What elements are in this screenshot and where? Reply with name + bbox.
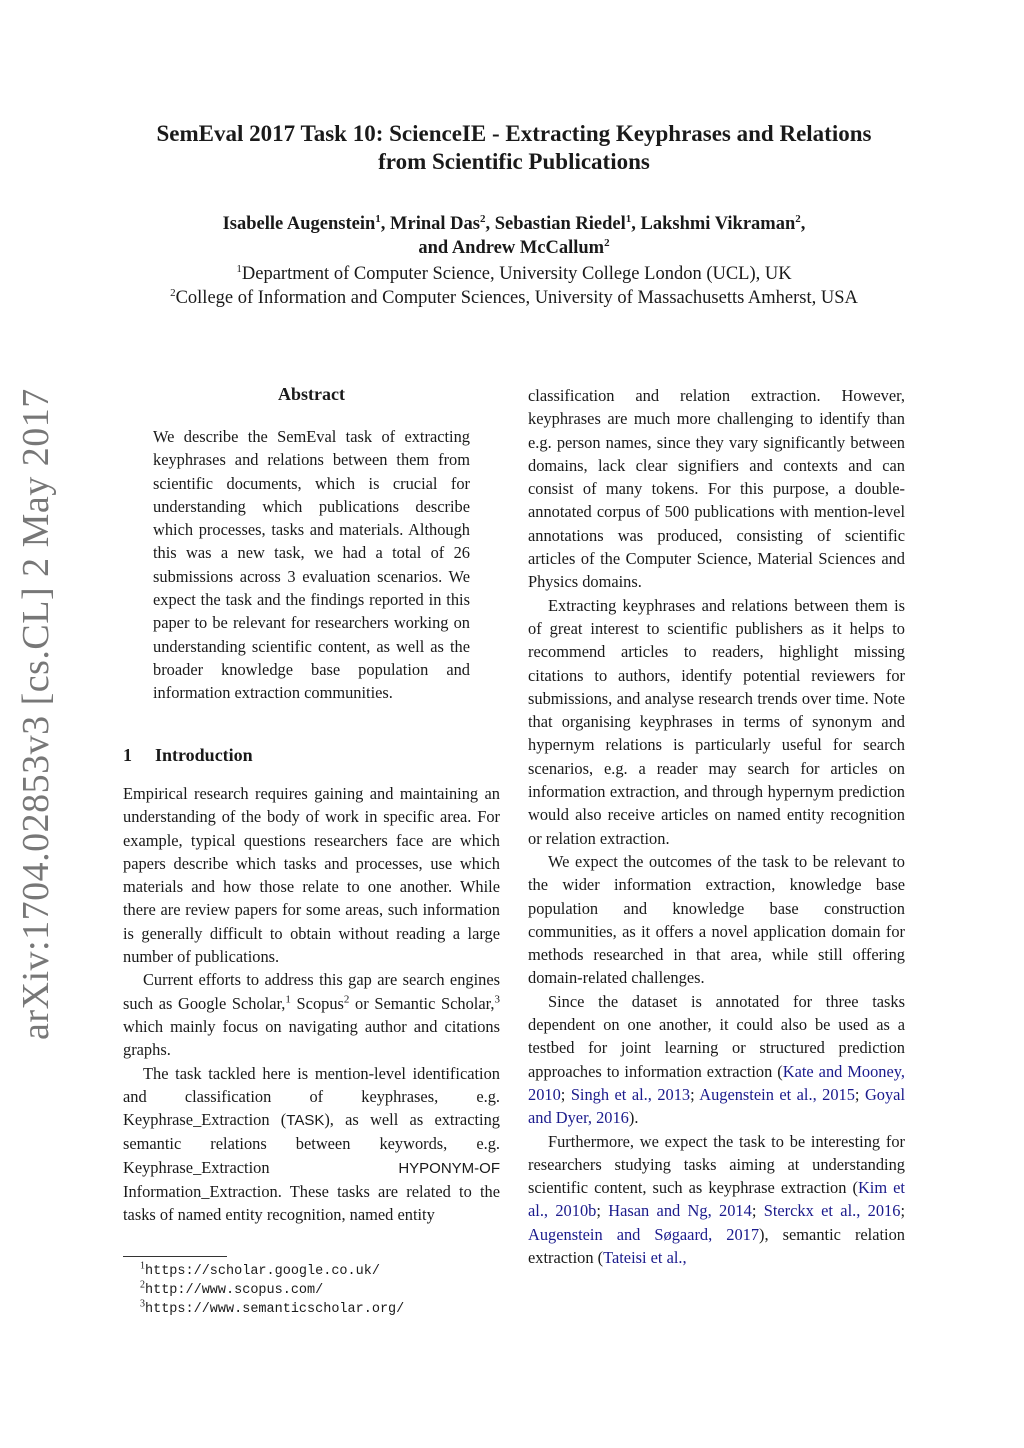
affil-mark: 1 (625, 212, 632, 225)
citation-link[interactable]: Goyal and Dyer, 2016 (528, 1084, 906, 1128)
affil-mark: 2 (604, 236, 610, 249)
abstract-heading: Abstract (278, 384, 345, 404)
author-line-2 (110, 236, 918, 260)
citation-link[interactable]: Tateisi et al., (603, 1247, 687, 1267)
right-paragraph-5 (528, 1130, 905, 1270)
author-name: , Mrinal Das (380, 214, 480, 234)
citation-separator: ; (751, 1201, 764, 1221)
citation-link[interactable]: Augenstein et al., 2015 (699, 1084, 855, 1104)
paper-title (110, 120, 918, 176)
citation-separator: ; (854, 1084, 865, 1104)
text-run: ), semantic relation extraction ( (528, 1224, 906, 1267)
footnote-url[interactable]: http://www.scopus.com/ (145, 1283, 324, 1298)
affiliation-ucl (110, 262, 918, 286)
abstract-text: We describe the SemEval task of extracting keyphrases and relations between them from scientific documents, which is crucial for understanding which publications describe which processes, tasks and materials. Although this was a new task, we had a total of 26 submissions across 3 evaluation scenarios. We expect the task and the findings reported in this paper to be relevant for researchers working on understanding scientific content, as well as the broader knowledge base population and information extraction communities. (153, 427, 470, 703)
right-column-body (528, 384, 905, 1269)
footnote-url[interactable]: https://www.semanticscholar.org/ (145, 1302, 405, 1317)
citation-link[interactable]: Kate and Mooney, 2010 (528, 1061, 905, 1104)
author-separator: , (800, 214, 806, 234)
footnote-2[interactable] (140, 1281, 404, 1300)
footnote-mark: 1 (285, 993, 291, 1006)
footnote-url[interactable]: https://scholar.google.co.uk/ (145, 1264, 380, 1279)
author-name: and Andrew McCallum (418, 238, 605, 258)
citation-link[interactable]: Kim et al., 2010b (528, 1178, 905, 1221)
text-run: Furthermore, we expect the task to be interesting for researchers studying tasks aiming at understanding scientific content, such as keyphrase extraction ( (528, 1131, 905, 1198)
intro-paragraph-3 (123, 1062, 500, 1227)
citation-link[interactable]: Hasan and Ng, 2014 (608, 1201, 752, 1221)
author-name: Isabelle Augenstein (222, 214, 376, 234)
label-hyponym-of: HYPONYM-OF (398, 1159, 500, 1177)
citation-separator: ; (900, 1201, 906, 1221)
citation-link[interactable]: Augenstein and Søgaard, 2017 (528, 1224, 760, 1244)
affil-text: College of Information and Computer Sciences, University of Massachusetts Amherst, USA (175, 288, 858, 308)
label-task: TASK (286, 1112, 325, 1130)
intro-paragraph-2 (123, 968, 500, 1061)
right-paragraph-1: classification and relation extraction. However, keyphrases are much more challenging to identify than e.g. person names, since they vary significantly between domains, lack clear signifiers and contexts and can consist of many tokens. For this purpose, a double-annotated corpus of 500 publications with mention-level annotations was produced, consisting of scientific articles of the Computer Science, Material Sciences and Physics domains. (528, 386, 905, 592)
intro-paragraph-1: Empirical research requires gaining and maintaining an understanding of the body of work in specific area. For example, typical questions researchers face are which papers describe which tasks and processes, use which materials and how those relate to one another. While there are review papers for some areas, such information is generally difficult to obtain without reading a large number of publications. (123, 784, 500, 967)
text-run: Current efforts to address this gap are search engines such as Google Scholar, (123, 970, 500, 1013)
affil-text: Department of Computer Science, University College London (UCL), UK (241, 264, 792, 284)
footnote-3[interactable] (140, 1300, 404, 1319)
text-run: Scopus (290, 993, 344, 1013)
footnote-number: 2 (140, 1279, 145, 1291)
right-paragraph-2: Extracting keyphrases and relations between them is of great interest to scientific publishers as it helps to recommend articles to readers, highlight missing citations to authors, identify potential reviewers for submissions, and analyse research trends over time. Note that organising keyphrases in terms of synonym and hypernym relations is particularly useful for search scenarios, e.g. a reader may search for articles on information extraction, and through hypernym prediction would also receive articles on named entity recognition or relation extraction. (528, 595, 905, 848)
abstract-body (153, 425, 470, 705)
text-run: which mainly focus on navigating author and citations graphs. (123, 1016, 500, 1060)
author-name: , Lakshmi Vikraman (631, 214, 796, 234)
footnote-1[interactable] (140, 1262, 404, 1281)
text-run: Information_Extraction. These tasks are related to the tasks of named entity recognition, named entity (123, 1182, 500, 1225)
affiliation-umass (110, 286, 918, 310)
arxiv-stamp: arXiv:1704.02853v3 [cs.CL] 2 May 2017 (15, 388, 57, 1040)
citation-separator: ; (690, 1084, 700, 1104)
affil-mark: 1 (236, 262, 242, 275)
left-column-body (123, 782, 500, 1227)
section-number: 1 (123, 745, 132, 765)
section-title: Introduction (155, 745, 253, 765)
citation-separator: ; (560, 1084, 571, 1104)
affil-mark: 2 (170, 286, 176, 299)
section-heading-introduction (123, 745, 253, 766)
text-run: ), as well as extracting semantic relations between keywords, e.g. Keyphrase_Extraction (123, 1110, 500, 1177)
footnote-rule (123, 1256, 227, 1257)
author-line-1 (110, 212, 918, 236)
text-run: Since the dataset is annotated for three tasks dependent on one another, it could also be used as a testbed for joint learning or structured prediction approaches to information extraction ( (528, 991, 905, 1081)
text-run: or Semantic Scholar, (349, 993, 495, 1013)
affil-mark: 1 (375, 212, 381, 225)
title-line-1: SemEval 2017 Task 10: ScienceIE - Extracting Keyphrases and Relations (156, 121, 872, 146)
citation-link[interactable]: Sterckx et al., 2016 (763, 1201, 901, 1221)
author-name: , Sebastian Riedel (485, 214, 626, 234)
text-run: ). (628, 1108, 639, 1128)
affil-mark: 2 (795, 212, 801, 225)
author-list (110, 212, 918, 260)
title-line-2: from Scientific Publications (378, 149, 650, 174)
right-paragraph-3: We expect the outcomes of the task to be relevant to the wider information extraction, knowledge base population and knowledge base construction communities, as it offers a novel application domain for methods researched in that area, while still offering domain-related challenges. (528, 851, 905, 988)
citation-link[interactable]: Singh et al., 2013 (570, 1084, 691, 1104)
right-paragraph-4 (528, 990, 905, 1130)
footnote-mark: 2 (343, 993, 350, 1006)
affil-mark: 2 (479, 212, 486, 225)
footnotes (140, 1262, 404, 1319)
citation-separator: ; (596, 1201, 609, 1221)
footnote-number: 3 (140, 1298, 145, 1310)
footnote-mark: 3 (494, 993, 500, 1006)
footnote-number: 1 (140, 1260, 145, 1272)
text-run: The task tackled here is mention-level identification and classification of keyphrases, e.g. Keyphrase_Extraction ( (123, 1063, 500, 1130)
